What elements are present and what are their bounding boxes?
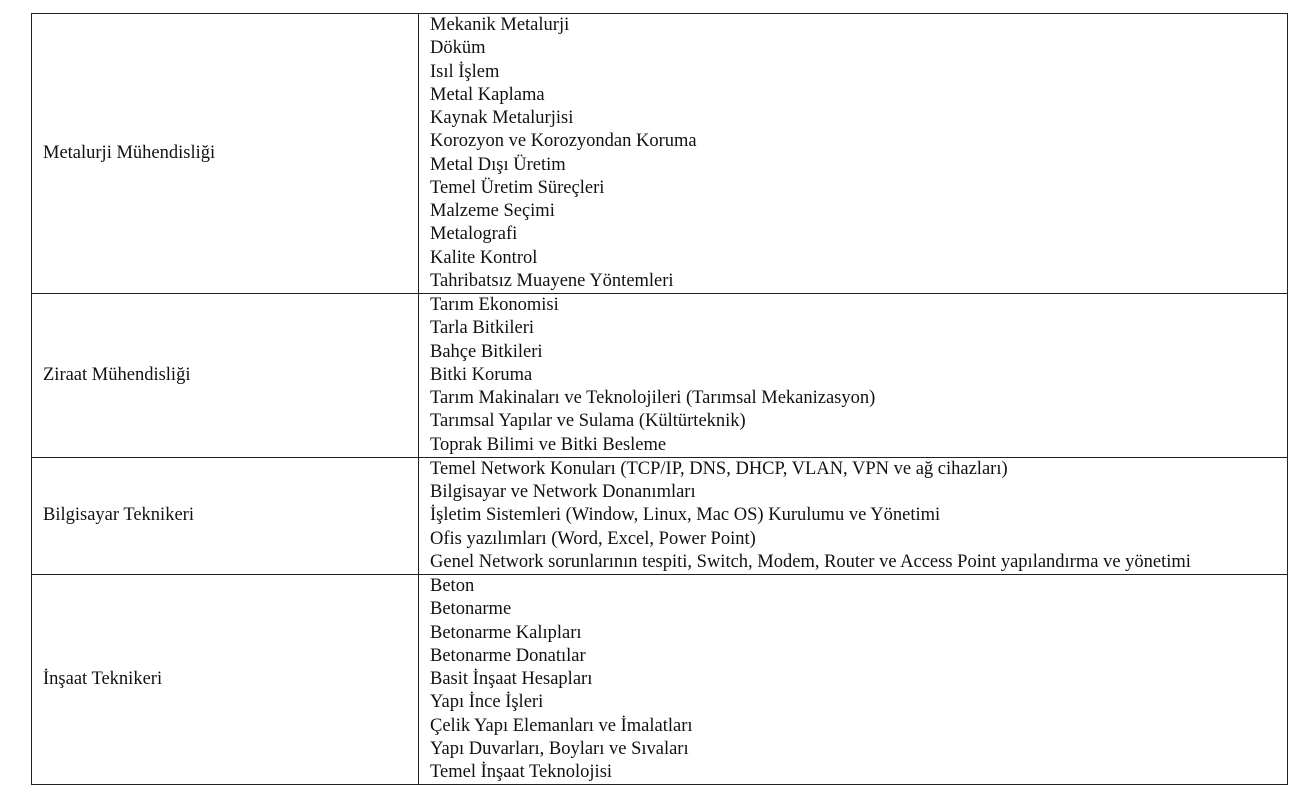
table-row <box>32 457 1288 574</box>
department-cell: Bilgisayar Teknikeri <box>32 457 419 574</box>
list-item: Betonarme Donatılar <box>430 645 586 666</box>
list-item: Tahribatsız Muayene Yöntemleri <box>430 270 674 291</box>
list-item: Bitki Koruma <box>430 364 533 385</box>
list-item: Metal Kaplama <box>430 84 545 105</box>
list-item: Bilgisayar ve Network Donanımları <box>430 482 696 502</box>
topics-cell <box>419 575 1288 785</box>
list-item: Beton <box>430 576 475 596</box>
department-cell: Ziraat Mühendisliği <box>32 294 419 458</box>
list-item: Döküm <box>430 38 486 59</box>
topics-cell <box>419 294 1288 458</box>
list-item: Yapı Duvarları, Boyları ve Sıvaları <box>430 738 689 759</box>
list-item: Temel Network Konuları (TCP/IP, DNS, DHCP, VLAN, VPN ve ağ cihazları) <box>430 458 1008 479</box>
list-item: Yapı İnce İşleri <box>430 692 544 713</box>
list-item: İşletim Sistemleri (Window, Linux, Mac OS) Kurulumu ve Yönetimi <box>430 505 941 526</box>
table-row <box>32 575 1288 785</box>
list-item: Betonarme Kalıpları <box>430 622 582 643</box>
list-item: Tarla Bitkileri <box>430 318 535 339</box>
list-item: Temel İnşaat Teknolojisi <box>430 762 613 782</box>
list-item: Tarım Ekonomisi <box>430 295 559 315</box>
list-item: Isıl İşlem <box>430 61 500 82</box>
list-item: Korozyon ve Korozyondan Koruma <box>430 131 697 152</box>
list-item: Tarımsal Yapılar ve Sulama (Kültürteknik) <box>430 411 746 432</box>
table-row <box>32 14 1288 294</box>
list-item: Ofis yazılımları (Word, Excel, Power Point) <box>430 528 756 549</box>
list-item: Kaynak Metalurjisi <box>430 108 574 128</box>
list-item: Metal Dışı Üretim <box>430 154 566 175</box>
table-row <box>32 294 1288 458</box>
topic-list <box>430 458 1287 574</box>
topic-list <box>430 575 1287 784</box>
topic-list <box>430 14 1287 293</box>
department-cell: Metalurji Mühendisliği <box>32 14 419 294</box>
department-cell: İnşaat Teknikeri <box>32 575 419 785</box>
department-topics-table <box>31 13 1288 785</box>
list-item: Mekanik Metalurji <box>430 15 570 35</box>
department-topics-table-container <box>31 13 1288 785</box>
list-item: Tarım Makinaları ve Teknolojileri (Tarımsal Mekanizasyon) <box>430 388 876 408</box>
topic-list <box>430 294 1287 457</box>
topics-cell <box>419 457 1288 574</box>
list-item: Basit İnşaat Hesapları <box>430 669 593 689</box>
list-item: Bahçe Bitkileri <box>430 341 543 362</box>
list-item: Çelik Yapı Elemanları ve İmalatları <box>430 715 693 736</box>
list-item: Temel Üretim Süreçleri <box>430 177 605 198</box>
list-item: Genel Network sorunlarının tespiti, Switch, Modem, Router ve Access Point yapılandırma ve yönetimi <box>430 551 1191 572</box>
list-item: Kalite Kontrol <box>430 247 538 268</box>
list-item: Metalografi <box>430 224 518 245</box>
topics-cell <box>419 14 1288 294</box>
list-item: Malzeme Seçimi <box>430 201 555 221</box>
list-item: Betonarme <box>430 599 512 620</box>
list-item: Toprak Bilimi ve Bitki Besleme <box>430 434 667 455</box>
